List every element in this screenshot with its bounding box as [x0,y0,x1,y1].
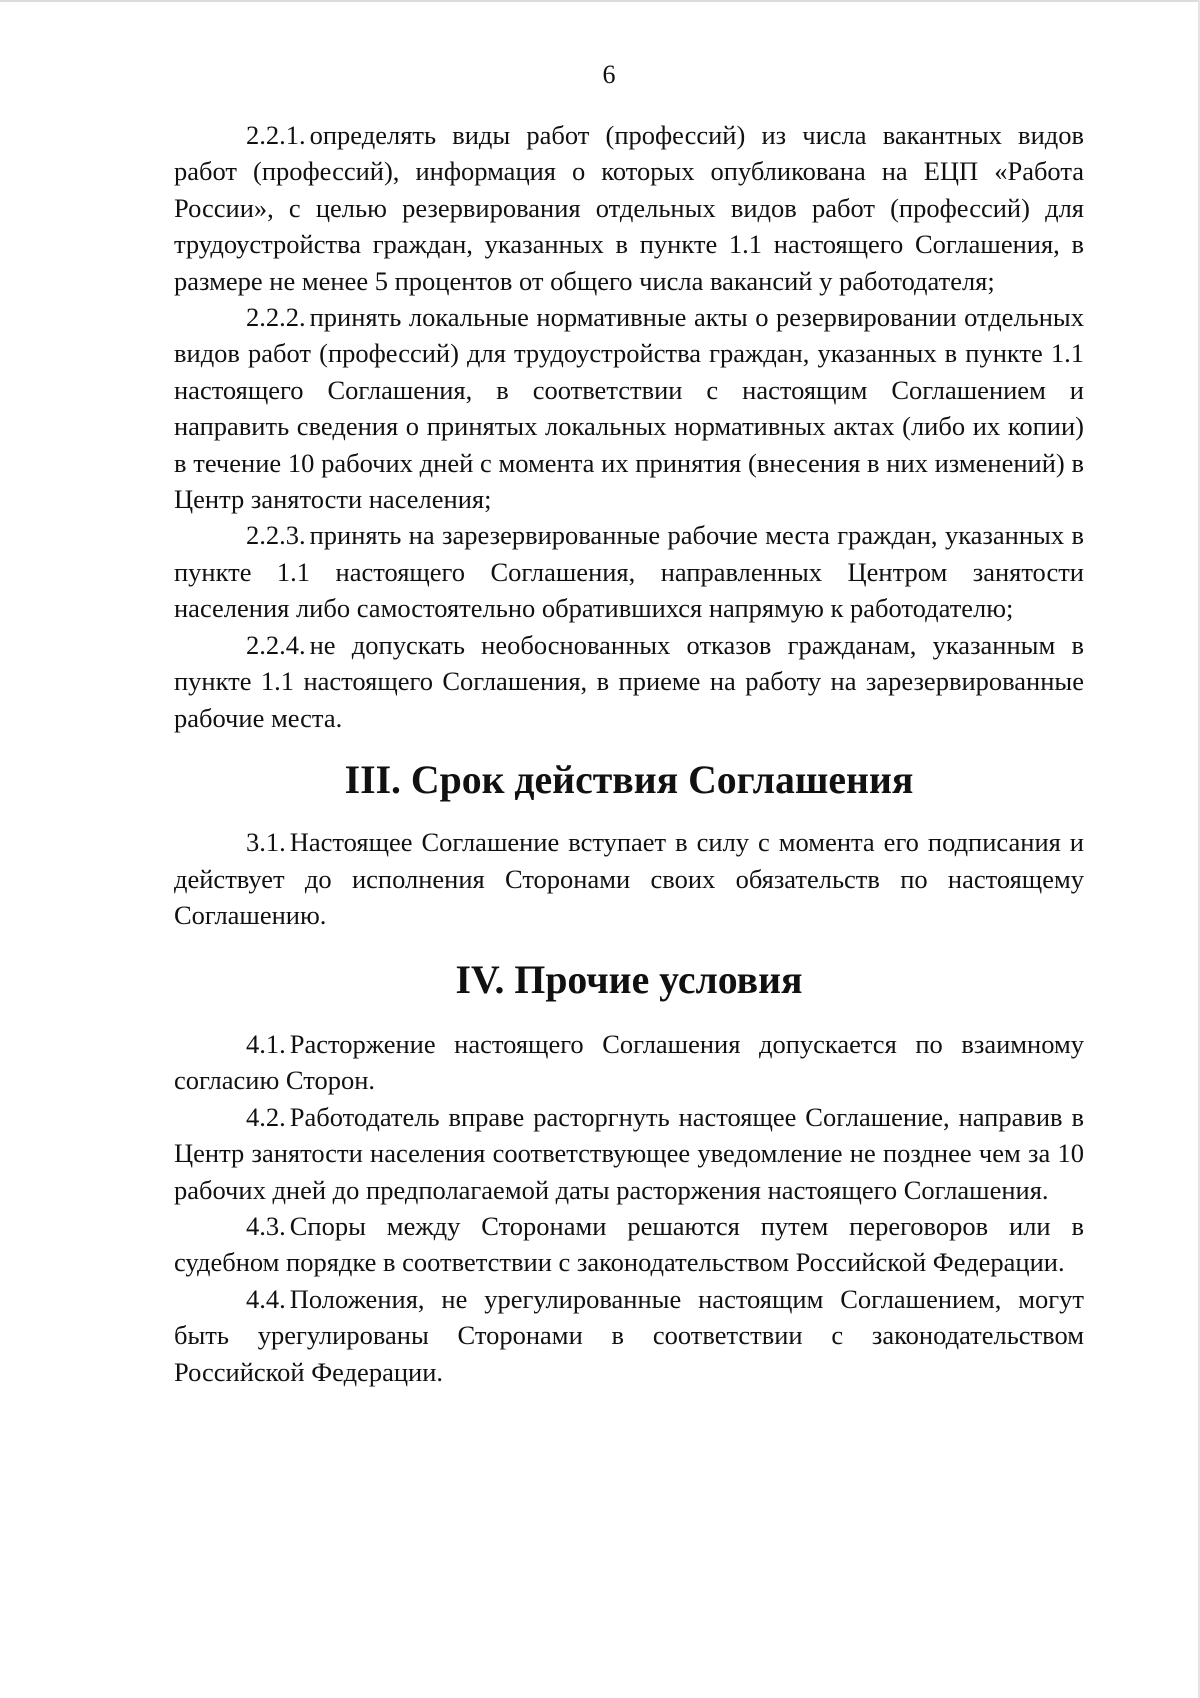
clause-number: 4.2. [246,1101,286,1132]
clause-number: 2.2.2. [246,302,306,333]
clause-number: 2.2.4. [246,629,306,660]
page-number: 6 [602,60,616,89]
clause-4-4 [174,1281,1084,1390]
clause-number: 2.2.3. [246,520,306,551]
clause-number: 3.1. [246,827,286,858]
clause-number: 4.4. [246,1283,286,1314]
clause-text: Споры между Сторонами решаются путем переговоров или в судебном порядке в соответствии с законодательством Российской Федерации. [174,1210,1084,1278]
section-4-heading: IV. Прочие условия [455,957,803,1002]
clause-text: Положения, не урегулированные настоящим Соглашением, могут быть урегулированы Сторонами в соответствии с законодательством Российской Федерации. [174,1283,1084,1387]
clause-text: Настоящее Соглашение вступает в силу с момента его подписания и действует до исполнения Сторонами своих обязательств по настоящему Соглашению. [174,827,1084,931]
clause-2-2-3 [174,517,1084,626]
clause-number: 2.2.1. [246,120,306,150]
clause-number: 4.3. [246,1210,286,1241]
section-3-heading: III. Срок действия Соглашения [344,757,914,802]
scan-edge-top [0,0,1200,2]
clause-text: Расторжение настоящего Соглашения допускается по взаимному согласию Сторон. [174,1028,1084,1096]
clause-text: Работодатель вправе расторгнуть настоящее Соглашение, направив в Центр занятости населения соответствующее уведомление не позднее чем за 10 рабочих дней до предполагаемой даты расторжения настоящего Соглашения. [174,1101,1084,1205]
clause-4-2 [174,1099,1084,1208]
document-body [174,117,1084,1390]
clause-4-1 [174,1026,1084,1099]
clause-text: принять локальные нормативные акты о резервировании отдельных видов работ (профессий) для трудоустройства граждан, указанных в пункте 1.1 настоящего Соглашения, в соответствии с настоящим Соглашением и направить сведения о принятых локальных нормативных актах (либо их копии) в течение 10 рабочих дней с момента их принятия (внесения в них изменений) в Центр занятости населения; [174,302,1084,515]
clause-text: определять виды работ (профессий) из числа вакантных видов работ (профессий), информация о которых опубликована на ЕЦП «Работа России», с целью резервирования отдельных видов работ (профессий) для трудоустройства граждан, указанных в пункте 1.1 настоящего Соглашения, в размере не менее 5 процентов от общего числа вакансий у работодателя; [174,120,1084,296]
clause-3-1 [174,824,1084,933]
clause-number: 4.1. [246,1028,286,1059]
clause-2-2-1 [174,117,1084,299]
clause-text: принять на зарезервированные рабочие места граждан, указанных в пункте 1.1 настоящего Соглашения, направленных Центром занятости населения либо самостоятельно обратившихся напрямую к работодателю; [174,520,1084,624]
clause-2-2-2 [174,299,1084,517]
clause-text: не допускать необоснованных отказов гражданам, указанным в пункте 1.1 настоящего Соглашения, в приеме на работу на зарезервированные рабочие места. [174,629,1084,733]
clause-2-2-4 [174,627,1084,736]
clause-4-3 [174,1208,1084,1281]
